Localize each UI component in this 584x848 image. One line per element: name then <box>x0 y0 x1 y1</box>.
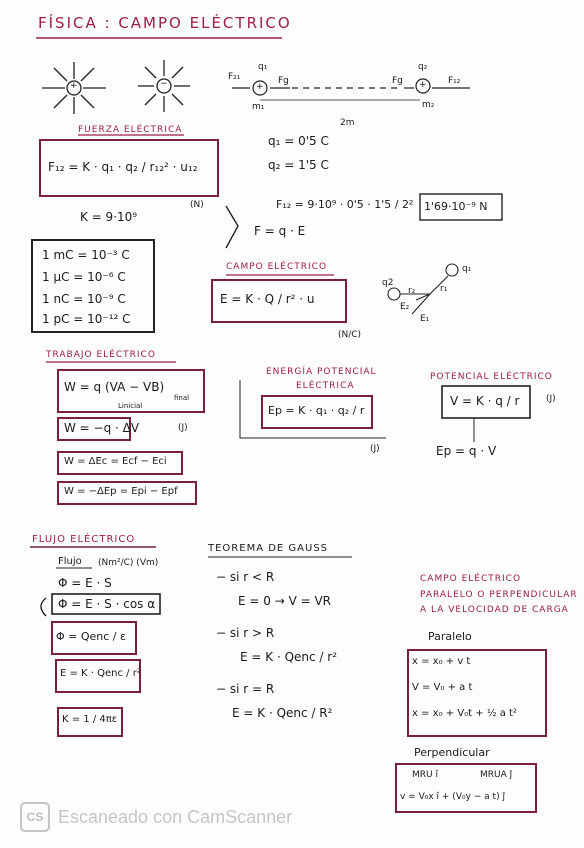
gauss-heading: TEOREMA DE GAUSS <box>208 543 329 554</box>
coulomb-heading: FUERZA ELÉCTRICA <box>78 125 183 135</box>
trabajo-heading: TRABAJO ELÉCTRICO <box>46 350 156 360</box>
coulomb-calc: F₁₂ = 9·10⁹ · 0'5 · 1'5 / 2² <box>276 198 414 211</box>
trabajo-formula-3: W = ΔEc = Ecf − Eci <box>64 456 167 467</box>
gauss-result-1: E = 0 → V = VR <box>238 594 332 608</box>
camscanner-logo: CS <box>20 802 50 832</box>
perpendicular-mrua: MRUA ĵ <box>480 770 513 780</box>
paralelo-label: Paralelo <box>428 630 472 643</box>
trabajo-formula-1: W = q (VA − VB) <box>64 380 165 394</box>
plus-sign-q1: + <box>256 82 264 92</box>
coulomb-formula: F₁₂ = K · q₁ · q₂ / r₁₂² · u₁₂ <box>48 160 198 174</box>
unit-nc: 1 nC = 10⁻⁹ C <box>42 292 126 306</box>
label-q2: q₂ <box>418 62 428 72</box>
potencial-formula: V = K · q / r <box>450 394 520 408</box>
perpendicular-label: Perpendicular <box>414 746 490 759</box>
flujo-formula-3: Φ = Qenc / ε <box>56 630 126 643</box>
flujo-formula-1: Φ = E · S <box>58 576 112 590</box>
campo-heading: CAMPO ELÉCTRICO <box>226 262 328 272</box>
perpendicular-eq: v = V₀x î + (V₀y − a t) ĵ <box>400 792 505 802</box>
trabajo-unit: (J) <box>178 423 188 433</box>
campo-formula: E = K · Q / r² · u <box>220 292 315 306</box>
diagram-e2: E₂ <box>400 302 410 312</box>
label-distance: 2m <box>340 118 355 128</box>
perpendicular-mru: MRU î <box>412 770 438 780</box>
flujo-formula-2: Φ = E · S · cos α <box>58 597 156 611</box>
paralelo-eq-3: x = x₀ + V₀t + ½ a t² <box>412 708 517 719</box>
force-field-formula: F = q · E <box>254 224 306 238</box>
plus-sign: + <box>70 81 78 91</box>
coulomb-unit: (N) <box>190 200 204 210</box>
plus-sign-q2: + <box>419 80 427 90</box>
energia-unit: (J) <box>370 444 380 454</box>
flujo-formula-5: K = 1 / 4πε <box>62 714 118 725</box>
campo-unit: (N/C) <box>338 330 362 340</box>
flujo-units: (Nm²/C) (Vm) <box>98 558 159 568</box>
unit-mc: 1 mC = 10⁻³ C <box>42 248 130 262</box>
label-fg2: Fg <box>392 76 403 86</box>
flujo-label: Flujo <box>58 556 82 567</box>
gauss-case-3: − si r = R <box>216 682 275 696</box>
unit-pc: 1 pC = 10⁻¹² C <box>42 312 131 326</box>
trabajo-formula-4: W = −ΔEp = Epi − Epf <box>64 486 178 497</box>
diagram-e1: E₁ <box>420 314 430 324</box>
paralelo-eq-1: x = x₀ + v t <box>412 656 471 667</box>
trabajo-inicial: Linicial <box>118 402 143 410</box>
diagram-r1: r₁ <box>440 284 448 294</box>
energia-heading-1: ENERGÍA POTENCIAL <box>266 367 377 377</box>
diagram-q1: q₁ <box>462 264 472 274</box>
trabajo-final: final <box>174 394 190 402</box>
label-m1: m₁ <box>252 102 265 112</box>
potencial-heading: POTENCIAL ELÉCTRICO <box>430 372 553 382</box>
watermark-text: Escaneado con CamScanner <box>58 806 293 827</box>
unit-uc: 1 μC = 10⁻⁶ C <box>42 270 126 284</box>
flujo-formula-4: E = K · Qenc / r² <box>60 668 141 679</box>
paralelo-eq-2: V = V₀ + a t <box>412 682 473 693</box>
mov-heading-2: PARALELO O PERPENDICULAR <box>420 590 578 600</box>
page-title: FÍSICA : CAMPO ELÉCTRICO <box>38 14 292 32</box>
potencial-unit: (J) <box>546 394 556 404</box>
constant-k: K = 9·10⁹ <box>80 210 138 224</box>
label-fg1: Fg <box>278 76 289 86</box>
label-q1: q₁ <box>258 62 268 72</box>
potencial-ep: Ep = q · V <box>436 444 497 458</box>
gauss-case-2: − si r > R <box>216 626 275 640</box>
value-q2: q₂ = 1'5 C <box>268 158 329 172</box>
field-vector-diagram <box>388 264 458 314</box>
mov-heading-1: CAMPO ELÉCTRICO <box>420 574 522 584</box>
label-f21: F₂₁ <box>228 72 241 82</box>
diagram-r2: r₂ <box>408 286 416 296</box>
minus-sign: − <box>160 79 168 89</box>
label-m2: m₂ <box>422 100 435 110</box>
value-q1: q₁ = 0'5 C <box>268 134 329 148</box>
mov-heading-3: A LA VELOCIDAD DE CARGA <box>420 605 569 615</box>
gauss-case-1: − si r < R <box>216 570 275 584</box>
flujo-heading: FLUJO ELÉCTRICO <box>32 534 136 545</box>
energia-heading-2: ELÉCTRICA <box>296 381 355 391</box>
gauss-result-3: E = K · Qenc / R² <box>232 706 333 720</box>
diagram-q2: q2 <box>382 278 394 288</box>
two-charges-diagram <box>232 79 470 100</box>
label-f12: F₁₂ <box>448 76 461 86</box>
trabajo-formula-2: W = −q · ΔV <box>64 421 140 435</box>
energia-formula: Ep = K · q₁ · q₂ / r <box>268 404 365 417</box>
coulomb-result: 1'69·10⁻⁹ N <box>424 200 488 213</box>
gauss-result-2: E = K · Qenc / r² <box>240 650 338 664</box>
camscanner-watermark <box>20 802 292 832</box>
